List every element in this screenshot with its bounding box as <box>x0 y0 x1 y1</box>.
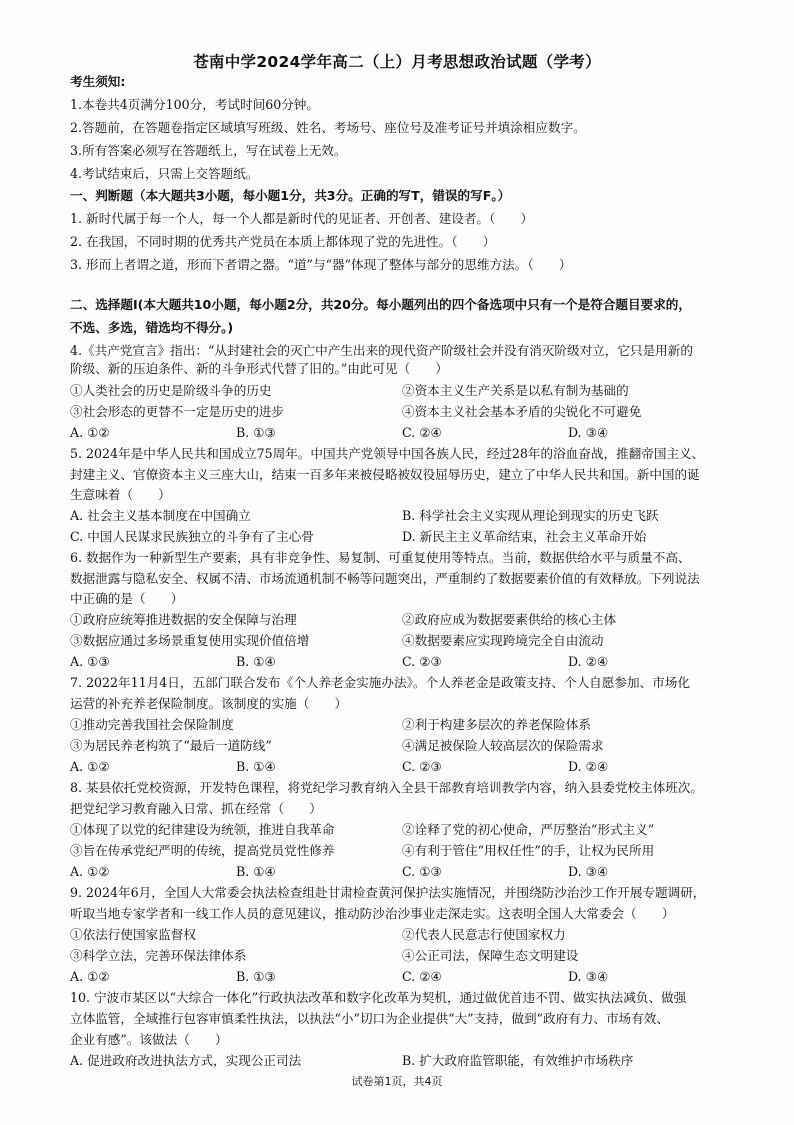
question-stem: 6. 数据作为一种新型生产要素，具有非竞争性、易复制、可重复使用等特点。当前，数据供给水平与质量不高、 <box>70 550 691 565</box>
page-title: 苍南中学2024学年高二（上）月考思想政治试题（学考） <box>193 53 601 71</box>
statement: ④有利于管住“用权任性”的手，让权为民所用 <box>402 843 655 858</box>
option-d: D. ②④ <box>568 759 609 774</box>
option-a: A. ①② <box>70 969 110 984</box>
notice-item: 4.考试结束后，只需上交答题纸。 <box>70 166 259 181</box>
question-stem: 中正确的是（ ） <box>70 591 184 606</box>
statement: ③数据应通过多场景重复使用实现价值倍增 <box>70 633 310 648</box>
question-stem: 运营的补充养老保险制度。该制度的实施（ ） <box>70 696 348 711</box>
question-stem: 9. 2024年6月，全国人大常委会执法检查组赴甘肃检查黄河保护法实施情况，并围绕防沙治沙工作开展专题调研， <box>70 885 706 900</box>
statement: ③科学立法，完善环保法律体系 <box>70 948 247 963</box>
option-c: C. ②③ <box>402 759 442 774</box>
option-d: D. ③④ <box>568 864 609 879</box>
question-stem: 阶级、新的压迫条件、新的斗争形式代替了旧的。”由此可见（ ） <box>70 361 448 376</box>
option-d: D. 新民主主义革命结束，社会主义革命开始 <box>402 529 647 544</box>
question-stem: 8. 某县依托党校资源，开发特色课程，将党纪学习教育纳入全县干部教育培训教学内容，纳入县委党校主体班次。 <box>70 780 704 795</box>
option-b: B. 科学社会主义实现从理论到现实的历史飞跃 <box>402 508 659 523</box>
statement: ④数据要素应实现跨境完全自由流动 <box>402 633 604 648</box>
question-stem: 把党纪学习教育融入日常、抓在经常（ ） <box>70 801 322 816</box>
notice-heading: 考生须知: <box>70 74 126 89</box>
statement: ③社会形态的更替不一定是历史的进步 <box>70 404 285 419</box>
statement: ④满足被保险人较高层次的保险需求 <box>402 738 604 753</box>
option-a: A. ①② <box>70 425 110 440</box>
question-stem: 听取当地专家学者和一线工作人员的意见建议，推动防沙治沙事业走深走实。这表明全国人大常委会（ ） <box>70 906 675 921</box>
statement: ③旨在传承党纪严明的传统，提高党员党性修养 <box>70 843 335 858</box>
option-c: C. ②④ <box>402 969 442 984</box>
page-footer: 试卷第1页，共4页 <box>351 1075 443 1088</box>
statement: ①政府应统筹推进数据的安全保障与治理 <box>70 612 297 627</box>
statement: ②政府应成为数据要素供给的核心主体 <box>402 612 617 627</box>
section2-heading: 不选、多选，错选均不得分。) <box>70 320 234 335</box>
option-c: C. ②③ <box>402 654 442 669</box>
option-c: C. 中国人民谋求民族独立的斗争有了主心骨 <box>70 529 314 544</box>
notice-item: 3.所有答案必须写在答题纸上，写在试卷上无效。 <box>70 143 347 158</box>
option-d: D. ②④ <box>568 654 609 669</box>
option-a: A. ①③ <box>70 654 110 669</box>
option-b: B. 扩大政府监管职能，有效维护市场秩序 <box>402 1053 634 1068</box>
option-b: B. ①③ <box>236 969 276 984</box>
option-b: B. ①④ <box>236 864 276 879</box>
statement: ①体现了以党的纪律建设为统领，推进自我革命 <box>70 822 335 837</box>
question-stem: 企业有感”。该做法（ ） <box>70 1032 228 1047</box>
question-stem: 生意味着（ ） <box>70 487 171 502</box>
statement: ③为居民养老构筑了“最后一道防线” <box>70 738 272 753</box>
option-c: C. ①③ <box>402 864 442 879</box>
notice-item: 1.本卷共4页满分100分，考试时间60分钟。 <box>70 97 319 112</box>
notice-item: 2.答题前，在答题卷指定区域填写班级、姓名、考场号、座位号及准考证号并填涂相应数字。 <box>70 120 586 135</box>
option-b: B. ①④ <box>236 654 276 669</box>
statement: ②利于构建多层次的养老保险体系 <box>402 717 591 732</box>
statement: ①依法行使国家监督权 <box>70 927 196 942</box>
statement: ①推动完善我国社会保险制度 <box>70 717 234 732</box>
statement: ②诠释了党的初心使命，严厉整治“形式主义” <box>402 822 655 837</box>
question-stem: 4.《共产党宣言》指出：“从封建社会的灭亡中产生出来的现代资产阶级社会并没有消灭阶级对立，它只是用新的 <box>70 343 693 358</box>
option-c: C. ②④ <box>402 425 442 440</box>
question-stem: 数据泄露与隐私安全、权属不清、市场流通机制不畅等问题突出，严重制约了数据要素价值的有效释放。下列说法 <box>70 571 700 586</box>
question-stem: 10. 宁波市某区以“大综合一体化”行政执法改革和数字化改革为契机，通过做优首违不罚、做实执法减负、做强 <box>70 990 687 1005</box>
question-stem: 5. 2024年是中华人民共和国成立75周年。中国共产党领导中国各族人民，经过28年的浴血奋战，推翻帝国主义、 <box>70 446 705 461</box>
option-a: A. ①② <box>70 864 110 879</box>
question-stem: 7. 2022年11月4日，五部门联合发布《个人养老金实施办法》。个人养老金是政策支持、个人自愿参加、市场化 <box>70 675 690 690</box>
option-a: A. 社会主义基本制度在中国确立 <box>70 508 251 523</box>
judge-question: 2. 在我国，不同时期的优秀共产党员在本质上都体现了党的先进性。（ ） <box>70 234 496 249</box>
judge-question: 3. 形而上者谓之道，形而下者谓之器。“道”与“器”体现了整体与部分的思维方法。（ ） <box>70 257 572 272</box>
option-b: B. ①④ <box>236 759 276 774</box>
statement: ④公正司法，保障生态文明建设 <box>402 948 579 963</box>
statement: ②资本主义生产关系是以私有制为基础的 <box>402 383 629 398</box>
option-d: D. ③④ <box>568 425 609 440</box>
question-stem: 立体监管，全域推行包容审慎柔性执法，以执法“小”切口为企业提供“大”支持，做到“政府有力、市场有效、 <box>70 1011 669 1026</box>
section2-heading: 二、选择题Ⅰ(本大题共10小题，每小题2分，共20分。每小题列出的四个备选项中只有一个是符合题目要求的， <box>70 297 691 312</box>
section1-heading: 一、判断题（本大题共3小题，每小题1分，共3分。正确的写T，错误的写F。） <box>70 188 511 203</box>
statement: ②代表人民意志行使国家权力 <box>402 927 566 942</box>
option-b: B. ①③ <box>236 425 276 440</box>
judge-question: 1. 新时代属于每一个人，每一个人都是新时代的见证者、开创者、建设者。（ ） <box>70 211 534 226</box>
statement: ①人类社会的历史是阶级斗争的历史 <box>70 383 272 398</box>
option-a: A. 促进政府改进执法方式，实现公正司法 <box>70 1053 302 1068</box>
option-d: D. ③④ <box>568 969 609 984</box>
option-a: A. ①② <box>70 759 110 774</box>
statement: ④资本主义社会基本矛盾的尖锐化不可避免 <box>402 404 642 419</box>
question-stem: 封建主义、官僚资本主义三座大山，结束一百多年来被侵略被奴役屈辱历史，建立了中华人民共和国。新中国的诞 <box>70 467 700 482</box>
